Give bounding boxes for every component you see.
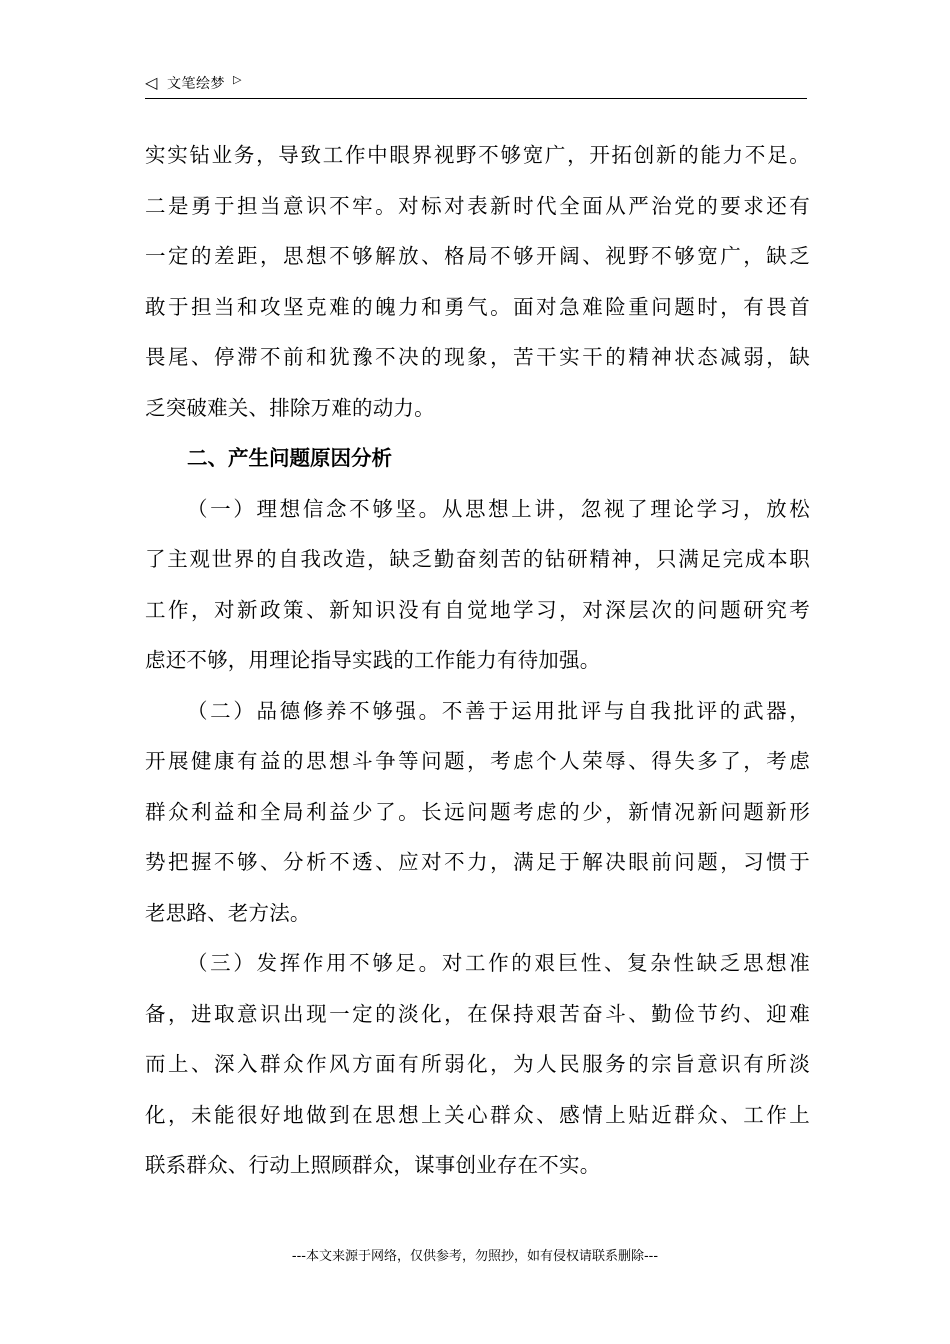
text-line: 开展健康有益的思想斗争等问题，考虑个人荣辱、得失多了，考虑 [145,749,810,773]
text-line: 群众利益和全局利益少了。长远问题考虑的少，新情况新问题新形 [145,799,810,824]
section-heading: 二、产生问题原因分析 [187,446,392,470]
text-line: 虑还不够，用理论指导实践的工作能力有待加强。 [145,648,601,672]
text-line: （三）发挥作用不够足。对工作的艰巨性、复杂性缺乏思想准 [187,951,810,975]
text-line: 而上、深入群众作风方面有所弱化，为人民服务的宗旨意识有所淡 [145,1052,810,1076]
text-line: 联系群众、行动上照顾群众，谋事创业存在不实。 [145,1153,601,1177]
brand-name: 文笔绘梦 [167,76,225,92]
triangle-right-icon: ▷ [233,73,242,86]
text-line: 老思路、老方法。 [145,900,311,925]
text-line: 敢于担当和攻坚克难的魄力和勇气。面对急难险重问题时，有畏首 [145,294,810,319]
footer-notice: ---本文来源于网络，仅供参考，勿照抄，如有侵权请联系删除--- [291,1249,659,1264]
text-line: 化，未能很好地做到在思想上关心群众、感情上贴近群众、工作上 [145,1102,810,1127]
text-line: 势把握不够、分析不透、应对不力，满足于解决眼前问题，习惯于 [145,850,810,874]
text-line: 一定的差距，思想不够解放、格局不够开阔、视野不够宽广，缺乏 [145,244,810,268]
page-header [145,72,807,99]
triangle-left-icon: ◁ [145,73,158,92]
text-line: （一）理想信念不够坚。从思想上讲，忽视了理论学习，放松 [187,496,810,521]
text-line: 工作，对新政策、新知识没有自觉地学习，对深层次的问题研究考 [145,597,810,622]
text-line: 了主观世界的自我改造，缺乏勤奋刻苦的钻研精神，只满足完成本职 [145,547,810,571]
text-line: 二是勇于担当意识不牢。对标对表新时代全面从严治党的要求还有 [145,193,810,218]
text-line: （二）品德修养不够强。不善于运用批评与自我批评的武器， [187,698,810,723]
text-line: 实实钻业务，导致工作中眼界视野不够宽广，开拓创新的能力不足。 [145,143,810,167]
text-line: 备，进取意识出现一定的淡化，在保持艰苦奋斗、勤俭节约、迎难 [145,1001,810,1026]
text-line: 乏突破难关、排除万难的动力。 [145,395,435,420]
text-line: 畏尾、停滞不前和犹豫不决的现象，苦干实干的精神状态减弱，缺 [145,345,810,369]
document-body [145,130,810,1191]
